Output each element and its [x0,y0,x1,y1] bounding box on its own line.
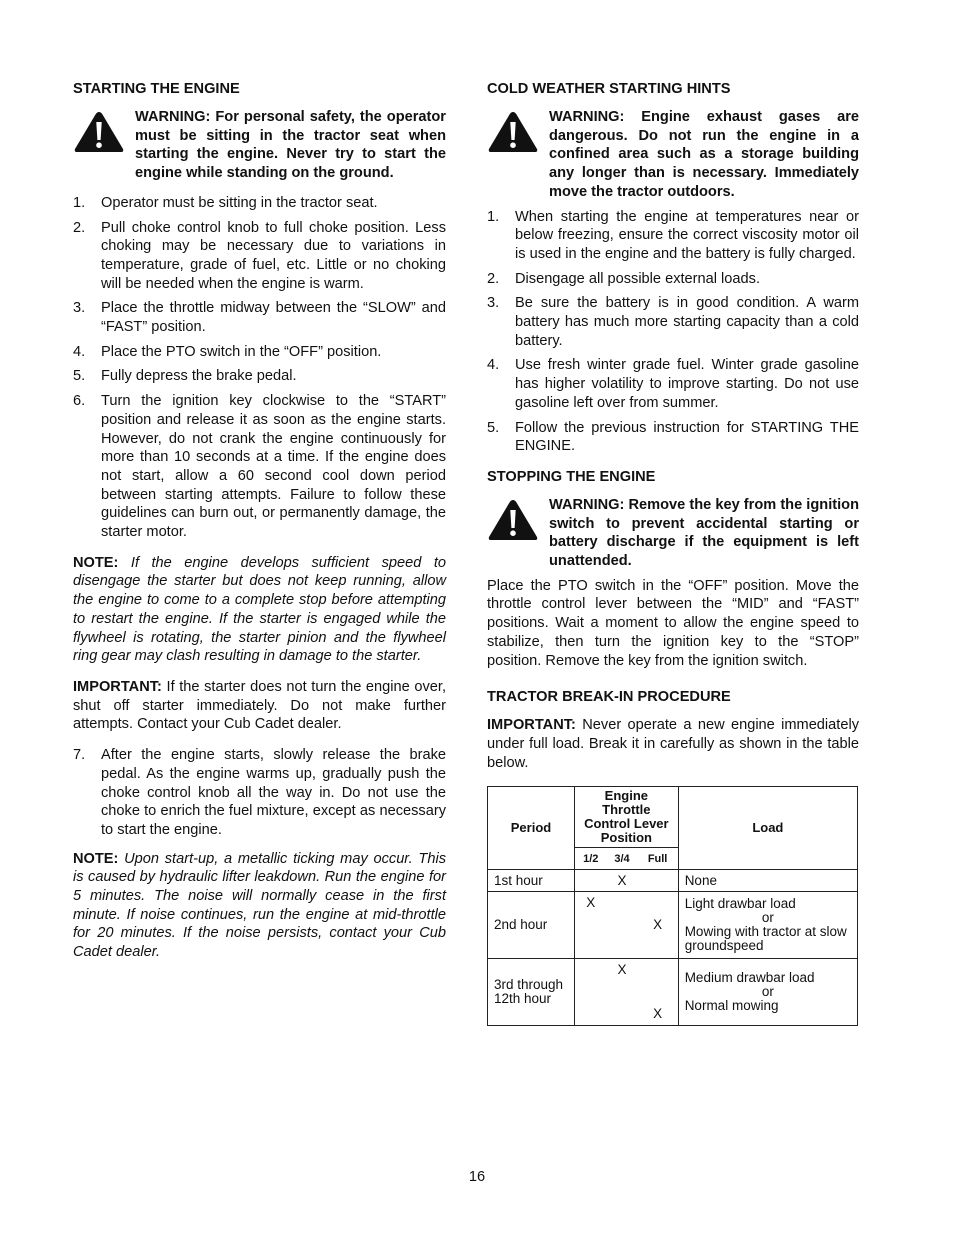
important-label: IMPORTANT: [73,678,162,695]
heading-stopping-engine: STOPPING THE ENGINE [487,468,656,485]
throttle-mark: X [638,959,679,1026]
step-text: When starting the engine at temperatures near or below freezing, ensure the correct viscosity motor oil is used in the engine and the battery is fully charged. [515,208,859,262]
warning-text-starting: WARNING: For personal safety, the operator must be sitting in the tractor seat when starting the engine. Never try to start the engine while standing on the ground. [135,109,446,182]
period-cell: 1st hour [488,870,575,892]
table-row [488,870,858,892]
table-row [488,892,858,959]
cold-weather-steps-list [487,208,859,456]
load-option: Light drawbar load [684,896,796,912]
list-item [73,392,446,542]
period-cell: 3rd through 12th hour [488,959,575,1026]
load-option: Normal mowing [684,998,779,1014]
heading-cold-weather: COLD WEATHER STARTING HINTS [487,81,731,97]
list-item [487,356,859,412]
starting-steps-list-continued [73,746,446,840]
subheader-three-quarter: 3/4 [607,848,638,870]
step-text: Place the throttle midway between the “SLOW” and “FAST” position. [101,300,446,336]
throttle-mark: X [607,959,638,1026]
warning-triangle-icon [73,110,125,154]
list-item [73,746,446,840]
step-text: Pull choke control knob to full choke position. Less choking may be necessary due to variations in temperature, grade of fuel, etc. Little or no choking will be needed when the engine is warm. [101,219,446,292]
step-number: 2. [73,219,86,236]
warning-block-starting [73,108,446,183]
load-option: Mowing with tractor at slow groundspeed [684,924,847,954]
step-number: 2. [487,270,500,287]
step-text: Turn the ignition key clockwise to the “START” position and release it as soon as the engine starts. However, do not crank the engine continuously for more than 10 seconds at a time. If the engine does not start, allow a 60 second cool down period between starting attempts. Failure to follow these guidelines can burn out, or permanently damage, the starter motor. [101,393,446,541]
list-item [73,367,446,386]
table-header-load: Load [678,787,857,870]
step-number: 1. [73,194,86,211]
page-number: 16 [468,1169,486,1185]
warning-triangle-icon [487,498,539,542]
table-row [488,959,858,1026]
step-number: 5. [487,419,500,436]
step-text: After the engine starts, slowly release the brake pedal. As the engine warms up, gradually push the choke control knob all the way in. Do not use the choke to enrich the fuel mixture, except as necessary to start the engine. [101,747,446,838]
step-number: 4. [73,343,86,360]
step-number: 3. [487,295,500,312]
warning-block-exhaust [487,108,859,202]
heading-starting-engine: STARTING THE ENGINE [73,81,240,97]
step-number: 1. [487,208,500,225]
list-item [487,270,859,289]
table-header-throttle: Engine Throttle Control Lever Position [575,787,679,848]
step-number: 7. [73,747,86,764]
note-starter-disengage [73,554,446,666]
important-text: If the starter does not turn the engine over, shut off starter immediately. Do not make further attempts. Contact your Cub Cadet dealer. [73,678,446,733]
list-item [73,194,446,213]
note-label: NOTE: [73,554,119,571]
important-break-in [487,716,859,772]
note-text: If the engine develops sufficient speed to disengage the starter but does not keep running, allow the engine to come to a complete stop before attempting to restart the engine. If the starter is engaged while the flywheel is rotating, the starter pinion and the flywheel ring gear may clash resulting in damage to the starter. [73,554,446,665]
load-or: or [761,984,774,1000]
warning-text-stopping: WARNING: Remove the key from the ignition switch to prevent accidental starting or battery discharge if the equipment is left unattended. [549,496,859,570]
throttle-mark: X [575,892,607,959]
list-item [73,299,446,336]
load-cell: None [678,870,857,892]
throttle-mark: X [607,870,638,892]
subheader-full: Full [638,848,679,870]
list-item [487,419,859,456]
warning-text-exhaust: WARNING: Engine exhaust gases are dangerous. Do not run the engine in a confined area such as a storage building any longer than is necessary. Immediately move the tractor outdoors. [549,109,859,200]
list-item [73,343,446,362]
important-starter [73,678,446,734]
right-column [487,80,859,1026]
note-text: Upon start-up, a metallic ticking may occur. This is caused by hydraulic lifter leakdown. Run the engine for 5 minutes. The noise will normally cease in the first minute. If noise continues, run the engine at mid-throttle for 20 minutes. If the noise persists, contact your Cub Cadet dealer. [73,850,446,961]
step-number: 4. [487,357,500,374]
heading-break-in: TRACTOR BREAK-IN PROCEDURE [487,689,731,706]
step-text: Operator must be sitting in the tractor seat. [101,194,378,211]
subheader-half: 1/2 [575,848,607,870]
step-number: 3. [73,300,86,317]
step-number: 5. [73,368,86,385]
table-header-period: Period [488,787,575,870]
load-cell [678,959,857,1026]
step-text: Disengage all possible external loads. [515,270,761,287]
step-text: Follow the previous instruction for STARTING THE ENGINE. [515,419,859,455]
step-text: Use fresh winter grade fuel. Winter grade gasoline has higher volatility to improve starting. Do not use gasoline left over from summer. [515,357,859,411]
list-item [487,208,859,264]
period-cell: 2nd hour [488,892,575,959]
step-text: Fully depress the brake pedal. [101,368,297,385]
important-text: Never operate a new engine immediately under full load. Break it in carefully as shown in the table below. [487,717,859,771]
load-cell [678,892,857,959]
note-metallic-ticking [73,850,446,962]
load-or: or [761,910,774,926]
warning-triangle-icon [487,110,539,154]
important-label: IMPORTANT: [487,717,576,734]
starting-steps-list [73,194,446,542]
list-item [73,219,446,294]
stopping-instructions: Place the PTO switch in the “OFF” position. Move the throttle control lever between the “MID” and “FAST” positions. Wait a moment to allow the engine speed to stabilize, then turn the ignition key to the “STOP” position. Remove the key from the ignition switch. [487,577,859,669]
load-option: Medium drawbar load [684,970,815,986]
step-text: Be sure the battery is in good condition. A warm battery has much more starting capacity than a cold battery. [515,295,859,349]
break-in-table [487,786,858,1026]
step-number: 6. [73,393,86,410]
left-column [73,80,446,974]
note-label: NOTE: [73,850,119,867]
list-item [487,294,859,350]
throttle-mark: X [638,892,679,959]
step-text: Place the PTO switch in the “OFF” position. [101,343,382,360]
warning-block-stopping [487,496,859,571]
